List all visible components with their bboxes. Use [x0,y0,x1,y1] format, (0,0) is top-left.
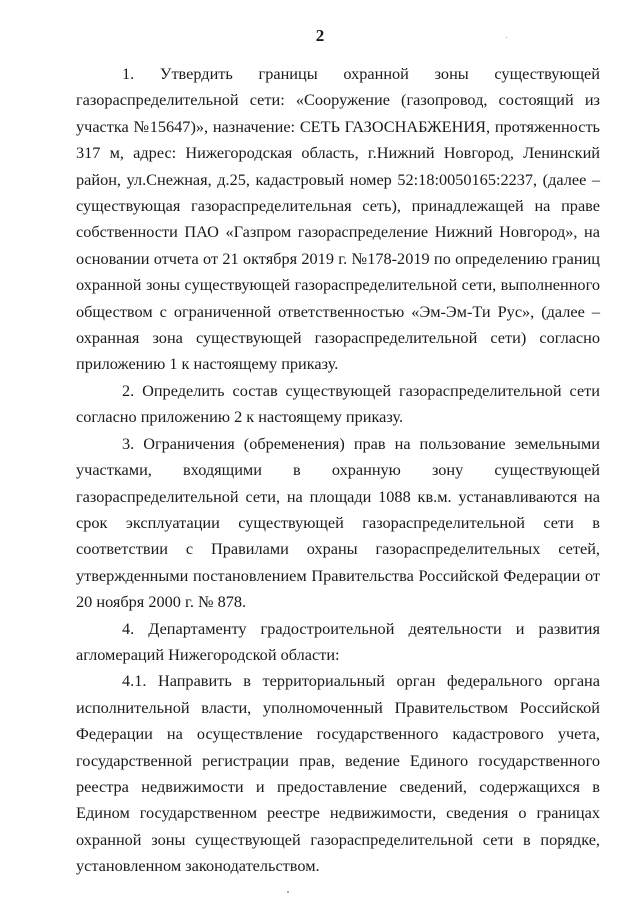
paragraph-2-network-composition: 2. Определить состав существующей газораспределительной сети согласно приложению 2 к настоящему приказу. [76,380,600,427]
paragraph-4-department: 4. Департаменту градостроительной деятельности и развития агломераций Нижегородской области: [76,618,600,664]
scan-speck [506,37,507,38]
paragraph-4-1-send-info: 4.1. Направить в территориальный орган федерального органа исполнительной власти, уполномоченный Правительством Российской Федерации на осуществление государственного кадастрового учета, государственной регистрации прав, ведение Единого государственного реестра недвижимости и предоставление сведений, содержащихся в Едином государственном реестре недвижимости, сведения о границах охранной зоны существующей газораспределительной сети в порядке, установленном законодательством. [76,671,600,876]
page-number: 2 [315,26,325,45]
paragraph-3-land-restrictions: 3. Ограничения (обременения) прав на пользование земельными участками, входящими в охранную зону существующей газораспределительной сети, на площади 1088 кв.м. устанавливаются на срок эксплуатации существующей газораспределительной сети в соответствии с Правилами охраны газораспределительных сетей, утвержденными постановлением Правительства Российской Федерации от 20 ноября 2000 г. № 878. [76,433,600,612]
scan-speck [287,891,289,893]
document-body [76,61,600,880]
paragraph-1-approve-boundaries: 1. Утвердить границы охранной зоны существующей газораспределительной сети: «Сооружение (газопровод, состоящий из участка №15647)», назначение: СЕТЬ ГАЗОСНАБЖЕНИЯ, протяженность 317 м, адрес: Нижегородская область, г.Нижний Новгород, Ленинский район, ул.Снежная, д.25, кадастровый номер 52:18:0050165:2237, (далее – существующая газораспределительная сеть), принадлежащей на праве собственности ПАО «Газпром газораспределение Нижний Новгород», на основании отчета от 21 октября 2019 г. №178-2019 по определению границ охранной зоны существующей газораспределительной сети, выполненного обществом с ограниченной ответственностью «Эм-Эм-Ти Рус», (далее – охранная зона существующей газораспределительной сети) согласно приложению 1 к настоящему приказу. [76,64,600,374]
